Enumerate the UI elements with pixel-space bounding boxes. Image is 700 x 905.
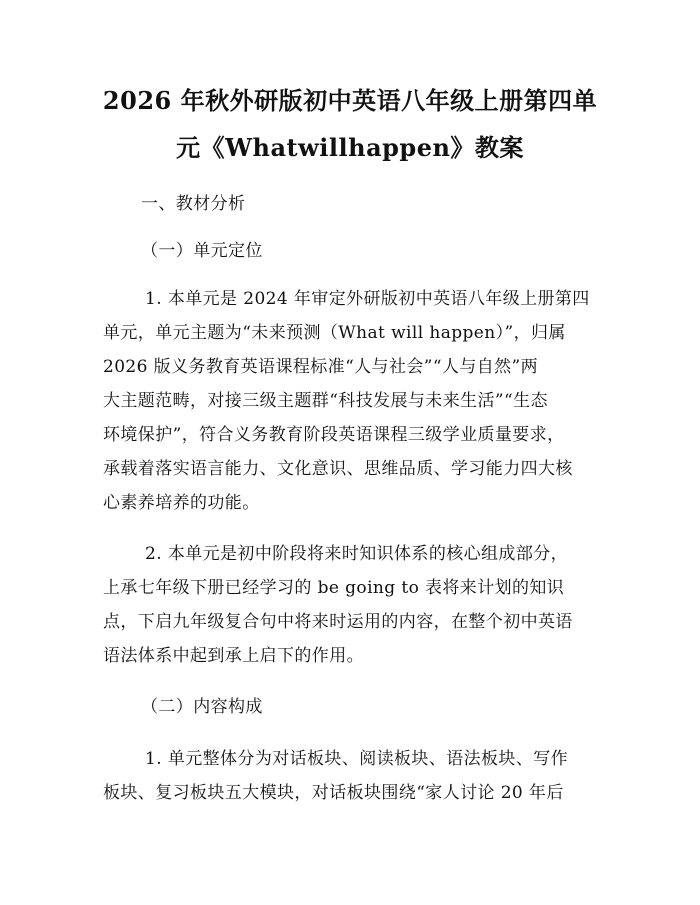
subsection-heading-content-composition: （二）内容构成	[141, 697, 263, 717]
paragraph-line: 单元，单元主题为“未来预测（What will happen）”，归属	[103, 323, 566, 343]
subsection-heading-unit-positioning: （一）单元定位	[141, 241, 263, 261]
paragraph-line: 点，下启九年级复合句中将来时运用的内容，在整个初中英语	[103, 612, 573, 632]
paragraph-line: 大主题范畴，对接三级主题群“科技发展与未来生活”“生态	[103, 391, 548, 411]
document-title-line-2: 元《Whatwillhappen》教案	[176, 133, 524, 162]
document-title-line-1: 2026 年秋外研版初中英语八年级上册第四单	[102, 86, 598, 115]
paragraph-line: 心素养培养的功能。	[103, 493, 260, 513]
paragraph-line: 2. 本单元是初中阶段将来时知识体系的核心组成部分，	[145, 544, 569, 564]
paragraph-line: 上承七年级下册已经学习的 be going to 表将来计划的知识	[103, 578, 565, 598]
paragraph-line: 环境保护”，符合义务教育阶段英语课程三级学业质量要求，	[103, 425, 565, 445]
section-heading-textbook-analysis: 一、教材分析	[141, 194, 246, 214]
paragraph-line: 语法体系中起到承上启下的作用。	[103, 646, 364, 666]
paragraph-line: 1. 本单元是 2024 年审定外研版初中英语八年级上册第四	[145, 289, 590, 309]
paragraph-line: 承载着落实语言能力、文化意识、思维品质、学习能力四大核	[103, 459, 573, 479]
paragraph-line: 板块、复习板块五大模块，对话板块围绕“家人讨论 20 年后	[103, 783, 564, 803]
paragraph-line: 2026 版义务教育英语课程标准“人与社会”“人与自然”两	[103, 357, 539, 377]
paragraph-line: 1. 单元整体分为对话板块、阅读板块、语法板块、写作	[145, 749, 569, 769]
